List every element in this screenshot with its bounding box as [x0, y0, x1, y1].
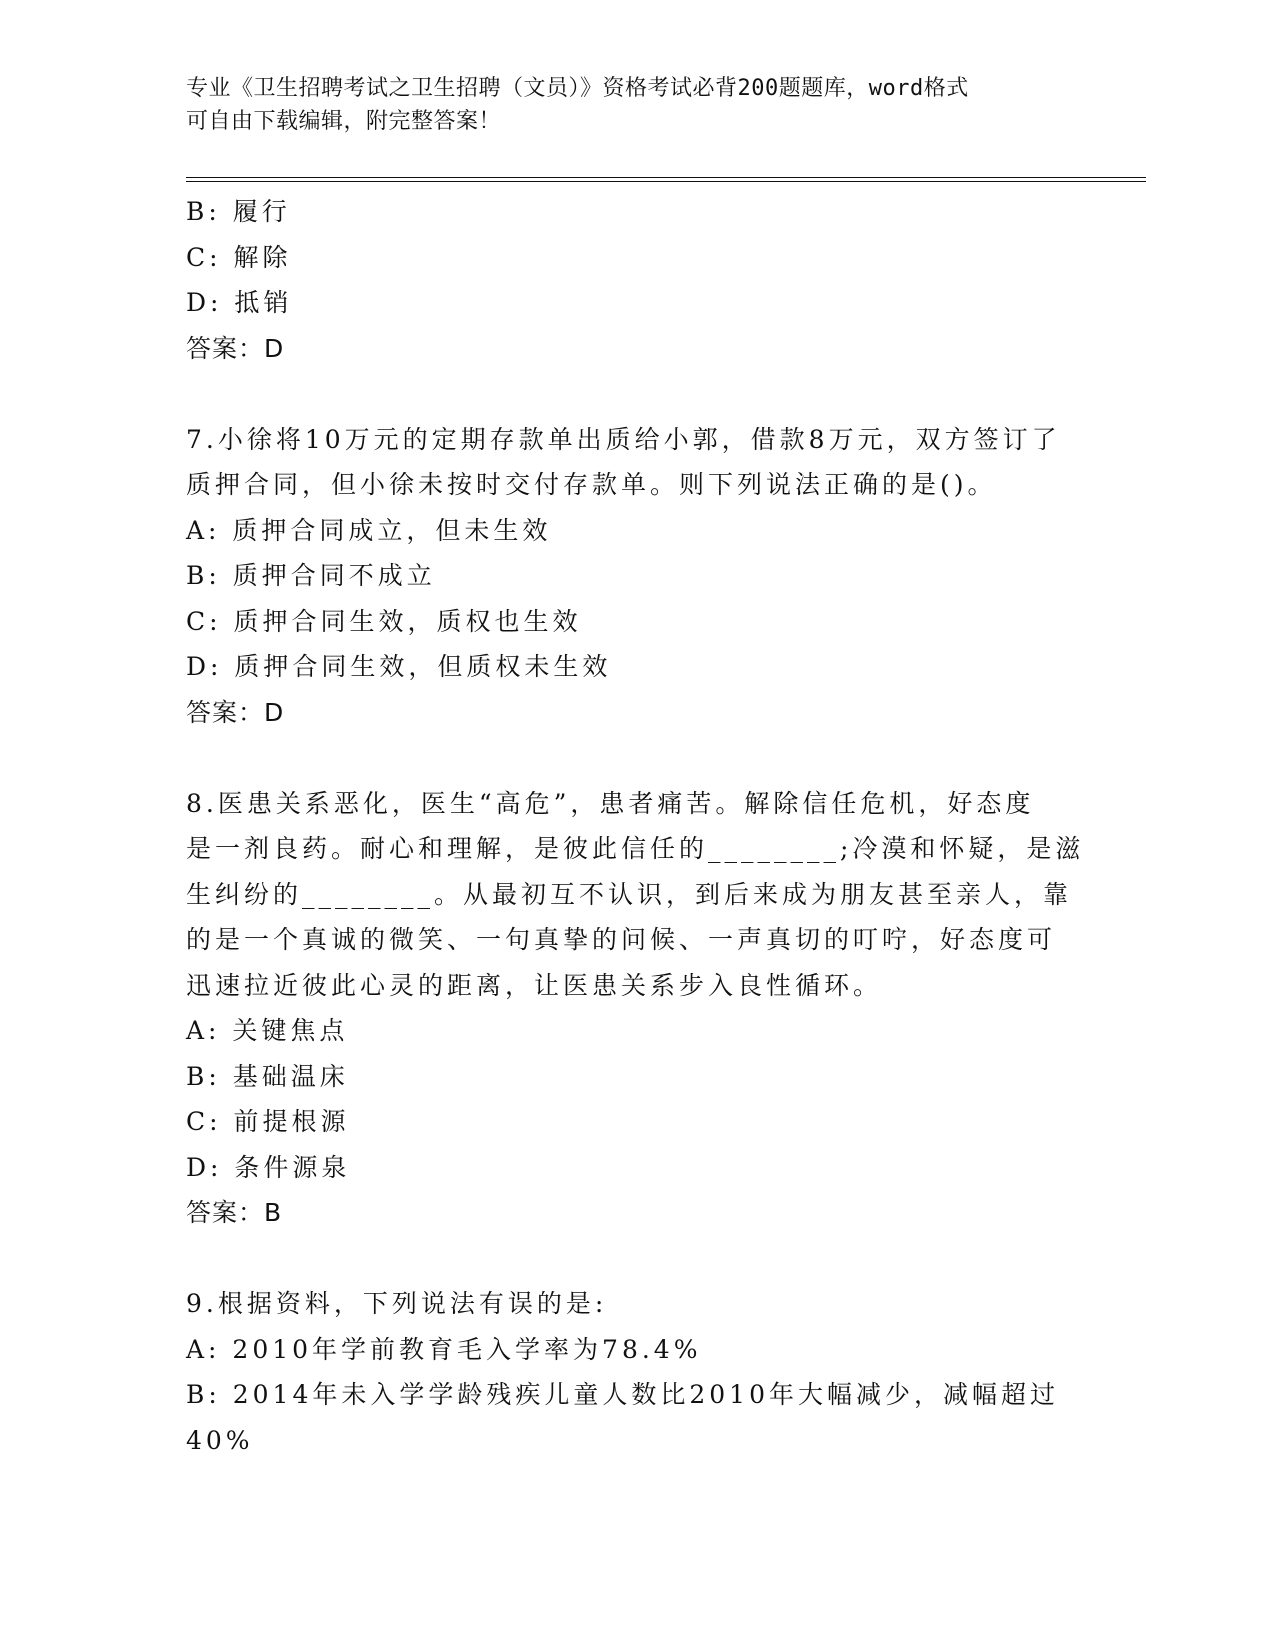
- question-stem-line: 质押合同，但小徐未按时交付存款单。则下列说法正确的是()。: [186, 470, 997, 499]
- question-6-tail: [186, 189, 1086, 371]
- spacer: [186, 1236, 1086, 1282]
- option-b-continued: 40%: [186, 1425, 254, 1455]
- option-a: A: 质押合同成立，但未生效: [186, 515, 552, 545]
- option-b: B: 基础温床: [186, 1061, 349, 1091]
- question-8: [186, 781, 1086, 1236]
- question-content: [186, 189, 1086, 1463]
- option-d: D: 质押合同生效，但质权未生效: [186, 652, 612, 681]
- answer: 答案：B: [186, 1198, 283, 1227]
- question-stem-line: 迅速拉近彼此心灵的距离，让医患关系步入良性循环。: [186, 970, 883, 1000]
- question-7: [186, 417, 1086, 736]
- question-stem-line: 生纠纷的________。从最初互不认识，到后来成为朋友甚至亲人，靠: [186, 879, 1073, 909]
- question-9: [186, 1281, 1086, 1463]
- option-c: C: 前提根源: [186, 1107, 350, 1136]
- option-b: B: 履行: [186, 197, 291, 226]
- option-c: C: 解除: [186, 242, 292, 272]
- spacer: [186, 371, 1086, 417]
- question-stem-line: 9.根据资料，下列说法有误的是:: [186, 1289, 608, 1318]
- spacer: [186, 735, 1086, 781]
- question-stem-line: 8.医患关系恶化，医生“高危”，患者痛苦。解除信任危机，好态度: [186, 788, 1035, 818]
- question-stem-line: 的是一个真诚的微笑、一句真挚的问候、一声真切的叮咛，好态度可: [186, 925, 1057, 954]
- document-header: [186, 72, 1066, 138]
- question-stem-line: 7.小徐将10万元的定期存款单出质给小郭，借款8万元，双方签订了: [186, 424, 1061, 454]
- option-a: A: 关键焦点: [186, 1016, 349, 1045]
- option-b: B: 2014年未入学学龄残疾儿童人数比2010年大幅减少，减幅超过: [186, 1380, 1059, 1409]
- question-stem-line: 是一剂良药。耐心和理解，是彼此信任的________;冷漠和怀疑，是滋: [186, 834, 1085, 863]
- option-d: D: 条件源泉: [186, 1152, 351, 1182]
- answer: 答案：D: [186, 333, 285, 363]
- answer: 答案：D: [186, 697, 285, 727]
- option-d: D: 抵销: [186, 288, 293, 317]
- option-c: C: 质押合同生效，质权也生效: [186, 606, 582, 636]
- header-title-line-1: 专业《卫生招聘考试之卫生招聘（文员）》资格考试必背200题题库，word格式: [186, 76, 969, 101]
- header-divider: [186, 177, 1146, 182]
- option-a: A: 2010年学前教育毛入学率为78.4%: [186, 1334, 702, 1364]
- header-title-line-2: 可自由下载编辑，附完整答案！: [186, 109, 502, 134]
- option-b: B: 质押合同不成立: [186, 561, 436, 590]
